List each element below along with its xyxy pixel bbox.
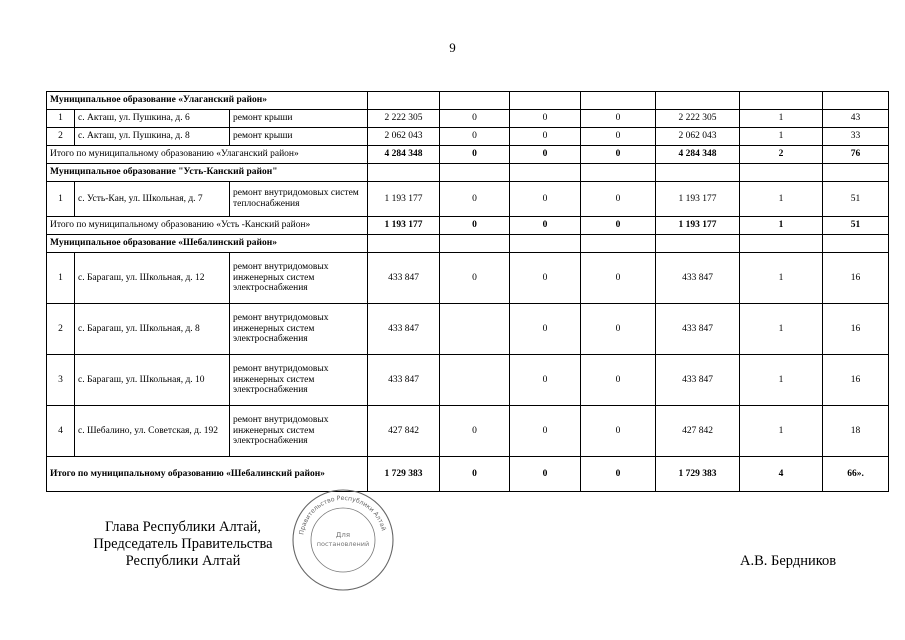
total-row xyxy=(47,146,889,164)
value-cell: 0 xyxy=(581,355,656,406)
value-cell: 16 xyxy=(823,355,889,406)
value-cell: 427 842 xyxy=(656,406,740,457)
value-cell: 1 xyxy=(740,182,823,217)
table-row xyxy=(47,304,889,355)
total-value: 0 xyxy=(581,146,656,164)
cost-cell: 427 842 xyxy=(368,406,440,457)
address-cell: с. Барагаш, ул. Школьная, д. 10 xyxy=(75,355,230,406)
value-cell: 433 847 xyxy=(656,253,740,304)
signatory-title-line: Председатель Правительства xyxy=(93,536,273,552)
value-cell xyxy=(440,355,510,406)
value-cell: 433 847 xyxy=(656,355,740,406)
row-number: 1 xyxy=(47,253,75,304)
cost-cell: 433 847 xyxy=(368,253,440,304)
row-number: 1 xyxy=(47,110,75,128)
stamp-ring-text: Правительство Республики Алтай xyxy=(298,494,387,536)
value-cell: 16 xyxy=(823,253,889,304)
value-cell: 0 xyxy=(581,406,656,457)
value-cell: 1 193 177 xyxy=(656,182,740,217)
work-type-cell: ремонт крыши xyxy=(230,110,368,128)
row-number: 2 xyxy=(47,128,75,146)
total-value: 0 xyxy=(440,217,510,235)
value-cell: 1 xyxy=(740,406,823,457)
cost-cell: 1 193 177 xyxy=(368,182,440,217)
total-label: Итого по муниципальному образованию «Усть -Канский район» xyxy=(47,217,368,235)
total-value: 51 xyxy=(823,217,889,235)
section-header: Муниципальное образование «Улаганский район» xyxy=(47,92,368,110)
work-type-cell: ремонт внутридомовых инженерных систем электроснабжения xyxy=(230,355,368,406)
row-number: 1 xyxy=(47,182,75,217)
total-value: 0 xyxy=(510,217,581,235)
value-cell: 2 222 305 xyxy=(656,110,740,128)
value-cell: 0 xyxy=(440,182,510,217)
repair-table xyxy=(46,91,889,492)
value-cell: 0 xyxy=(510,110,581,128)
official-stamp xyxy=(288,485,398,595)
signatory-title-line: Глава Республики Алтай, xyxy=(104,519,262,535)
total-value: 66». xyxy=(823,457,889,492)
total-value: 4 xyxy=(740,457,823,492)
value-cell: 0 xyxy=(510,304,581,355)
value-cell: 0 xyxy=(581,253,656,304)
row-number: 4 xyxy=(47,406,75,457)
value-cell: 0 xyxy=(440,110,510,128)
value-cell: 0 xyxy=(581,110,656,128)
total-value: 1 193 177 xyxy=(368,217,440,235)
work-type-cell: ремонт внутридомовых инженерных систем электроснабжения xyxy=(230,406,368,457)
value-cell: 0 xyxy=(440,253,510,304)
total-value: 2 xyxy=(740,146,823,164)
value-cell: 0 xyxy=(581,182,656,217)
value-cell: 1 xyxy=(740,110,823,128)
table-row xyxy=(47,110,889,128)
total-row xyxy=(47,217,889,235)
address-cell: с. Акташ, ул. Пушкина, д. 6 xyxy=(75,110,230,128)
signatory-title-line: Республики Алтай xyxy=(125,553,241,569)
address-cell: с. Акташ, ул. Пушкина, д. 8 xyxy=(75,128,230,146)
section-header-row xyxy=(47,92,889,110)
value-cell: 0 xyxy=(510,128,581,146)
total-value: 1 193 177 xyxy=(656,217,740,235)
value-cell: 0 xyxy=(581,128,656,146)
total-value: 0 xyxy=(581,457,656,492)
total-value: 76 xyxy=(823,146,889,164)
total-value: 0 xyxy=(581,217,656,235)
work-type-cell: ремонт крыши xyxy=(230,128,368,146)
value-cell: 0 xyxy=(510,355,581,406)
value-cell: 2 062 043 xyxy=(656,128,740,146)
value-cell: 1 xyxy=(740,128,823,146)
address-cell: с. Шебалино, ул. Советская, д. 192 xyxy=(75,406,230,457)
value-cell: 0 xyxy=(510,406,581,457)
value-cell: 51 xyxy=(823,182,889,217)
total-label: Итого по муниципальному образованию «Шебалинский район» xyxy=(47,457,368,492)
work-type-cell: ремонт внутридомовых инженерных систем электроснабжения xyxy=(230,253,368,304)
row-number: 2 xyxy=(47,304,75,355)
value-cell: 18 xyxy=(823,406,889,457)
total-value: 1 729 383 xyxy=(656,457,740,492)
value-cell: 433 847 xyxy=(656,304,740,355)
value-cell: 1 xyxy=(740,304,823,355)
table-row xyxy=(47,253,889,304)
total-row xyxy=(47,457,889,492)
value-cell: 43 xyxy=(823,110,889,128)
total-value: 4 284 348 xyxy=(368,146,440,164)
total-value: 0 xyxy=(440,457,510,492)
table-row xyxy=(47,355,889,406)
signatory-title xyxy=(88,519,278,570)
total-value: 0 xyxy=(510,457,581,492)
row-number: 3 xyxy=(47,355,75,406)
value-cell: 1 xyxy=(740,253,823,304)
section-header-row xyxy=(47,235,889,253)
value-cell: 16 xyxy=(823,304,889,355)
cost-cell: 433 847 xyxy=(368,355,440,406)
section-header: Муниципальное образование "Усть-Канский район" xyxy=(47,164,368,182)
page-number: 9 xyxy=(449,40,456,55)
value-cell: 0 xyxy=(440,406,510,457)
value-cell: 0 xyxy=(510,182,581,217)
section-header-row xyxy=(47,164,889,182)
cost-cell: 433 847 xyxy=(368,304,440,355)
total-value: 1 729 383 xyxy=(368,457,440,492)
work-type-cell: ремонт внутридомовых инженерных систем электроснабжения xyxy=(230,304,368,355)
cost-cell: 2 222 305 xyxy=(368,110,440,128)
value-cell xyxy=(440,304,510,355)
cost-cell: 2 062 043 xyxy=(368,128,440,146)
stamp-center-line: постановлений xyxy=(316,540,370,548)
work-type-cell: ремонт внутридомовых систем теплоснабжения xyxy=(230,182,368,217)
value-cell: 0 xyxy=(440,128,510,146)
address-cell: с. Барагаш, ул. Школьная, д. 8 xyxy=(75,304,230,355)
value-cell: 0 xyxy=(510,253,581,304)
section-header: Муниципальное образование «Шебалинский район» xyxy=(47,235,368,253)
total-label: Итого по муниципальному образованию «Улаганский район» xyxy=(47,146,368,164)
value-cell: 0 xyxy=(581,304,656,355)
value-cell: 1 xyxy=(740,355,823,406)
total-value: 4 284 348 xyxy=(656,146,740,164)
total-value: 1 xyxy=(740,217,823,235)
address-cell: с. Усть-Кан, ул. Школьная, д. 7 xyxy=(75,182,230,217)
stamp-center-line: Для xyxy=(335,531,351,539)
table-row xyxy=(47,406,889,457)
signatory-name: А.В. Бердников xyxy=(740,553,837,569)
address-cell: с. Барагаш, ул. Школьная, д. 12 xyxy=(75,253,230,304)
value-cell: 33 xyxy=(823,128,889,146)
total-value: 0 xyxy=(440,146,510,164)
table-row xyxy=(47,182,889,217)
total-value: 0 xyxy=(510,146,581,164)
table-row xyxy=(47,128,889,146)
